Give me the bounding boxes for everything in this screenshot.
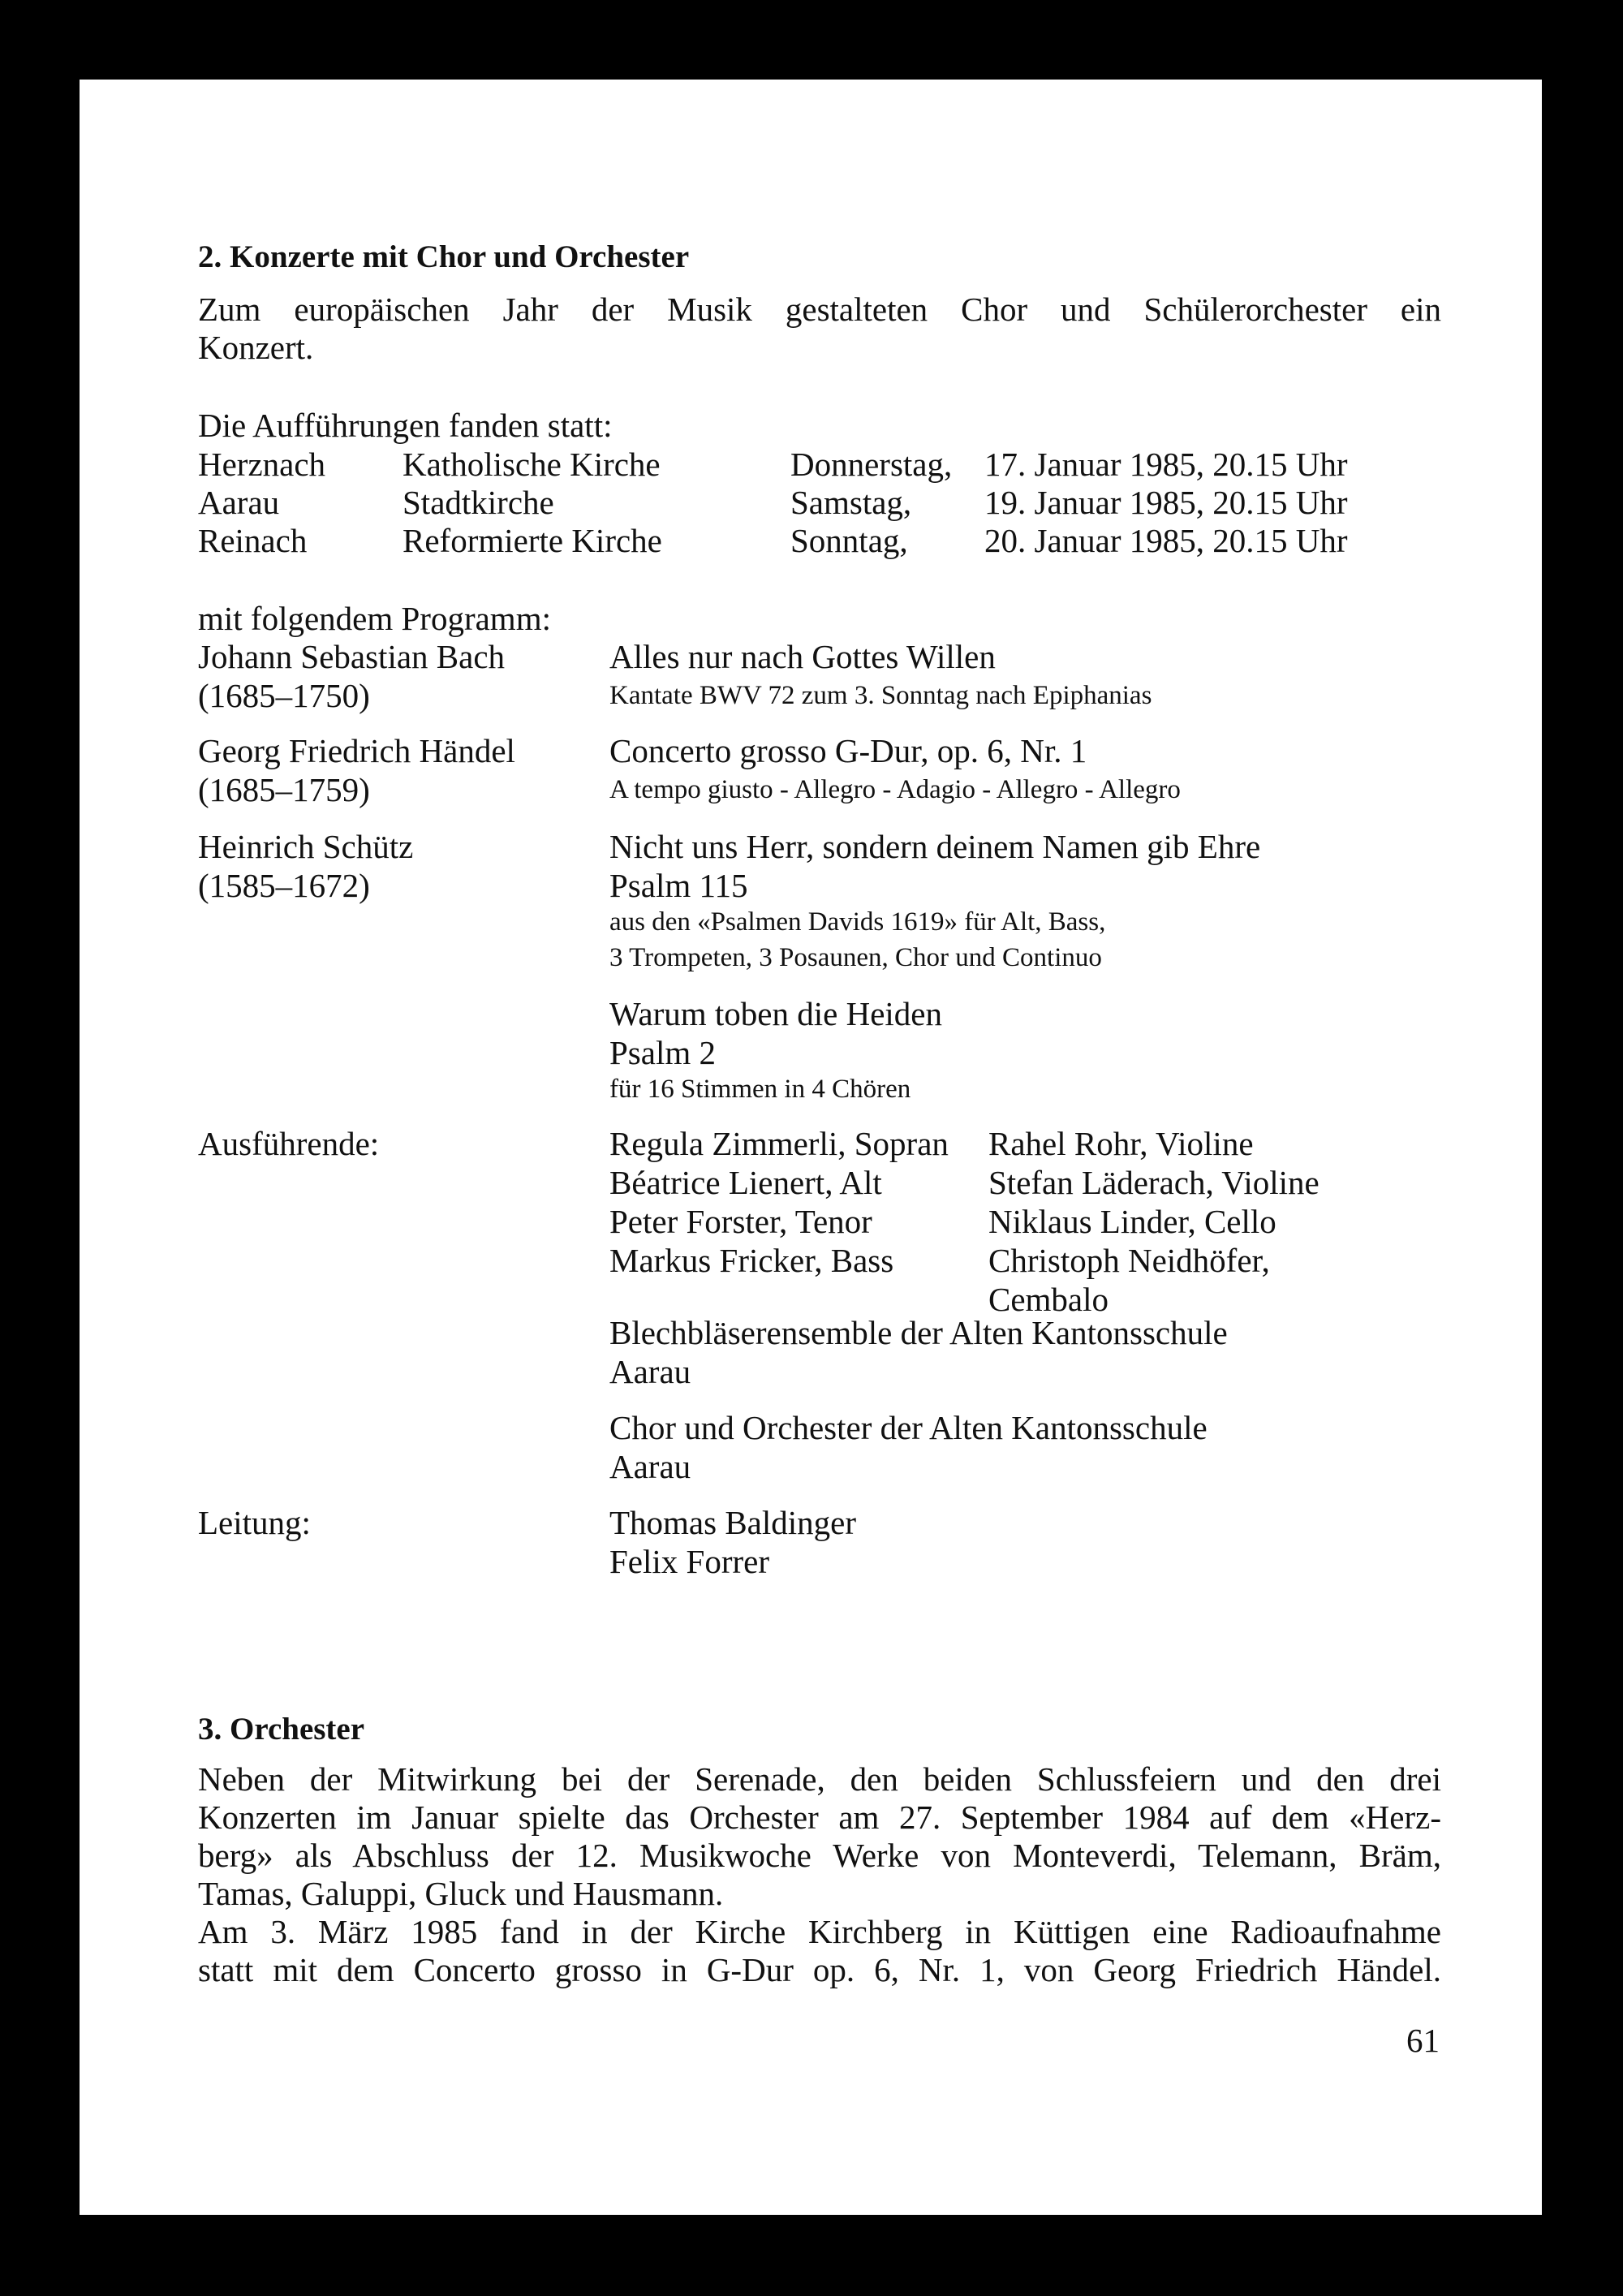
performances-label: Die Aufführungen fanden statt:: [198, 407, 613, 444]
work-details: für 16 Stimmen in 4 Chören: [609, 1075, 911, 1104]
singer: Peter Forster, Tenor: [609, 1203, 872, 1240]
composer-name: Georg Friedrich Händel: [198, 732, 515, 769]
composer-years: (1685–1759): [198, 771, 370, 808]
work-title: Warum toben die Heiden: [609, 995, 942, 1032]
intro-line: Konzert.: [198, 329, 314, 366]
instrumentalist: Christoph Neidhöfer,: [988, 1242, 1270, 1279]
paragraph-line: statt mit dem Concerto grosso in G-Dur op. 6, Nr. 1, von Georg Friedrich Händel.: [198, 1951, 1441, 1988]
instrumentalists-list: [988, 1124, 1319, 1319]
conductor: Felix Forrer: [609, 1543, 769, 1580]
work-details: [609, 904, 1105, 976]
composer-bach: [198, 637, 505, 715]
composer-name: Johann Sebastian Bach: [198, 638, 506, 675]
performers-label: Ausführende:: [198, 1125, 380, 1162]
composer-years: (1585–1672): [198, 867, 370, 904]
composer-years: (1685–1750): [198, 677, 370, 714]
performance-date: 17. Januar 1985, 20.15 Uhr: [984, 446, 1348, 483]
performance-venue: Reformierte Kirche: [403, 522, 662, 559]
paragraph-line: Neben der Mitwirkung bei der Serenade, den beiden Schlussfeiern und den drei: [198, 1760, 1441, 1798]
performance-weekday: Samstag,: [790, 484, 912, 521]
ensemble-brass: [609, 1313, 1228, 1391]
section-3-heading: 3. Orchester: [198, 1712, 365, 1747]
performance-venue: Katholische Kirche: [403, 446, 661, 483]
performance-date: 19. Januar 1985, 20.15 Uhr: [984, 484, 1348, 521]
composer-schuetz: [198, 827, 413, 905]
conductors-label: Leitung:: [198, 1504, 311, 1541]
page-number: 61: [1406, 2022, 1440, 2059]
conductor: Thomas Baldinger: [609, 1504, 857, 1541]
conductors-list: [609, 1503, 856, 1581]
work-details: A tempo giusto - Allegro - Adagio - Allegro - Allegro: [609, 775, 1181, 804]
ensemble-line: Aarau: [609, 1353, 691, 1390]
singer: Béatrice Lienert, Alt: [609, 1164, 882, 1201]
performance-date: 20. Januar 1985, 20.15 Uhr: [984, 522, 1348, 559]
program-label: mit folgendem Programm:: [198, 600, 551, 637]
composer-haendel: [198, 731, 515, 809]
singer: Markus Fricker, Bass: [609, 1242, 894, 1279]
singer: Regula Zimmerli, Sopran: [609, 1125, 949, 1162]
intro-paragraph: [198, 291, 1441, 367]
performance-venue: Stadtkirche: [403, 484, 554, 521]
instrumentalist: Rahel Rohr, Violine: [988, 1125, 1254, 1162]
ensemble-line: Blechbläserensemble der Alten Kantonsschule: [609, 1314, 1228, 1351]
section-2-heading: 2. Konzerte mit Chor und Orchester: [198, 239, 690, 274]
ensemble-line: Chor und Orchester der Alten Kantonsschule: [609, 1409, 1208, 1446]
work-subtitle: Psalm 2: [609, 1034, 716, 1071]
work-details-line: aus den «Psalmen Davids 1619» für Alt, Bass,: [609, 907, 1106, 937]
work-schuetz-psalm-115: [609, 827, 1260, 905]
performance-place: Aarau: [198, 484, 280, 521]
work-subtitle: Psalm 115: [609, 867, 748, 904]
performance-place: Herznach: [198, 446, 326, 483]
work-details: Kantate BWV 72 zum 3. Sonntag nach Epiphanias: [609, 681, 1152, 710]
ensemble-choir-orchestra: [609, 1408, 1208, 1486]
work-details-line: 3 Trompeten, 3 Posaunen, Chor und Continuo: [609, 943, 1102, 972]
paragraph-line: Tamas, Galuppi, Gluck und Hausmann.: [198, 1875, 724, 1912]
paragraph-line: Am 3. März 1985 fand in der Kirche Kirchberg in Küttigen eine Radioaufnahme: [198, 1913, 1441, 1950]
orchestra-paragraph-1: [198, 1760, 1441, 1913]
work-title: Nicht uns Herr, sondern deinem Namen gib Ehre: [609, 828, 1261, 865]
ensemble-line: Aarau: [609, 1448, 691, 1485]
paragraph-line: Konzerten im Januar spielte das Orchester am 27. September 1984 auf dem «Herz-: [198, 1798, 1441, 1836]
instrumentalist: Cembalo: [988, 1281, 1109, 1318]
singers-list: [609, 1124, 949, 1280]
intro-line: Zum europäischen Jahr der Musik gestalteten Chor und Schülerorchester ein: [198, 291, 1441, 328]
paragraph-line: berg» als Abschluss der 12. Musikwoche Werke von Monteverdi, Telemann, Bräm,: [198, 1837, 1441, 1874]
document-page: [80, 80, 1542, 2215]
composer-name: Heinrich Schütz: [198, 828, 414, 865]
work-title: Concerto grosso G-Dur, op. 6, Nr. 1: [609, 732, 1087, 769]
performance-weekday: Sonntag,: [790, 522, 908, 559]
performance-weekday: Donnerstag,: [790, 446, 953, 483]
work-title: Alles nur nach Gottes Willen: [609, 638, 996, 675]
instrumentalist: Stefan Läderach, Violine: [988, 1164, 1319, 1201]
instrumentalist: Niklaus Linder, Cello: [988, 1203, 1276, 1240]
orchestra-paragraph-2: [198, 1913, 1441, 1989]
performance-place: Reinach: [198, 522, 308, 559]
work-schuetz-psalm-2: [609, 994, 942, 1072]
